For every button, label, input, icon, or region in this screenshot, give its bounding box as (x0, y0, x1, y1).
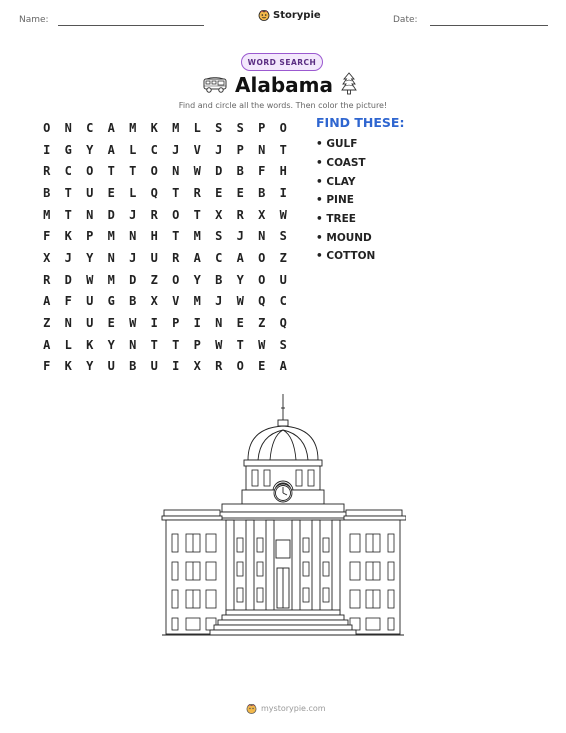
grid-cell[interactable]: K (86, 337, 94, 352)
grid-cell[interactable]: N (258, 142, 266, 157)
grid-cell[interactable]: W (86, 272, 94, 287)
word-item-coast: • COAST (316, 157, 366, 170)
grid-cell[interactable]: K (150, 120, 158, 135)
grid-cell[interactable]: J (64, 250, 72, 265)
grid-cell[interactable]: K (64, 229, 72, 244)
grid-cell[interactable]: R (193, 185, 201, 200)
footer-url[interactable]: mystorypie.com (261, 704, 326, 713)
grid-cell[interactable]: F (43, 359, 51, 374)
grid-cell[interactable]: I (150, 316, 158, 331)
grid-cell[interactable]: W (215, 337, 223, 352)
grid-cell[interactable]: E (236, 185, 244, 200)
grid-row (36, 356, 294, 378)
grid-cell[interactable]: O (236, 359, 244, 374)
grid-cell[interactable]: H (150, 229, 158, 244)
grid-cell[interactable]: N (129, 337, 137, 352)
name-line[interactable] (58, 25, 204, 26)
grid-cell[interactable]: T (193, 207, 201, 222)
brand-name: Storypie (273, 9, 321, 21)
grid-cell[interactable]: W (279, 207, 287, 222)
grid-cell[interactable]: T (172, 185, 180, 200)
grid-cell[interactable]: S (215, 229, 223, 244)
grid-cell[interactable]: S (279, 337, 287, 352)
grid-cell[interactable]: R (172, 250, 180, 265)
grid-cell[interactable]: X (215, 207, 223, 222)
word-search-badge: WORD SEARCH (241, 53, 323, 71)
grid-cell[interactable]: L (64, 337, 72, 352)
grid-cell[interactable]: W (236, 294, 244, 309)
grid-cell[interactable]: Y (236, 272, 244, 287)
grid-cell[interactable]: P (258, 120, 266, 135)
date-label: Date: (393, 15, 418, 25)
grid-cell[interactable]: N (64, 120, 72, 135)
storypie-logo (258, 9, 321, 21)
grid-cell[interactable]: W (129, 316, 137, 331)
grid-cell[interactable]: C (279, 294, 287, 309)
grid-cell[interactable]: U (150, 250, 158, 265)
grid-cell[interactable]: Y (86, 250, 94, 265)
grid-cell[interactable]: Y (107, 337, 115, 352)
grid-row (36, 334, 294, 356)
grid-row (36, 160, 294, 182)
grid-row (36, 312, 294, 334)
grid-cell[interactable]: T (172, 337, 180, 352)
grid-cell[interactable]: S (236, 120, 244, 135)
storypie-mascot-icon (246, 703, 257, 714)
grid-cell[interactable]: A (43, 337, 51, 352)
letter-grid[interactable] (36, 117, 294, 377)
grid-cell[interactable]: M (129, 120, 137, 135)
grid-cell[interactable]: J (215, 142, 223, 157)
grid-cell[interactable]: N (86, 207, 94, 222)
grid-cell[interactable]: V (193, 142, 201, 157)
grid-cell[interactable]: I (279, 185, 287, 200)
grid-cell[interactable]: P (236, 142, 244, 157)
grid-cell[interactable]: A (193, 250, 201, 265)
grid-cell[interactable]: H (279, 164, 287, 179)
grid-cell[interactable]: B (129, 294, 137, 309)
grid-cell[interactable]: C (64, 164, 72, 179)
grid-cell[interactable]: B (236, 164, 244, 179)
grid-cell[interactable]: R (150, 207, 158, 222)
grid-cell[interactable]: F (258, 164, 266, 179)
grid-cell[interactable]: J (172, 142, 180, 157)
grid-cell[interactable]: J (236, 229, 244, 244)
grid-cell[interactable]: U (279, 272, 287, 287)
grid-cell[interactable]: N (129, 229, 137, 244)
grid-cell[interactable]: G (64, 142, 72, 157)
grid-row (36, 225, 294, 247)
grid-cell[interactable]: U (86, 185, 94, 200)
grid-cell[interactable]: Y (86, 142, 94, 157)
pine-tree-icon (341, 72, 357, 96)
grid-cell[interactable]: R (43, 272, 51, 287)
grid-cell[interactable]: I (193, 316, 201, 331)
grid-cell[interactable]: L (129, 142, 137, 157)
grid-cell[interactable]: P (86, 229, 94, 244)
grid-row (36, 291, 294, 313)
grid-cell[interactable]: Q (150, 185, 158, 200)
grid-cell[interactable]: D (107, 207, 115, 222)
grid-cell[interactable]: T (129, 164, 137, 179)
grid-cell[interactable]: E (107, 316, 115, 331)
grid-cell[interactable]: J (129, 250, 137, 265)
grid-row (36, 139, 294, 161)
word-list (316, 135, 375, 266)
grid-cell[interactable]: Z (258, 316, 266, 331)
grid-row (36, 247, 294, 269)
grid-cell[interactable]: B (215, 272, 223, 287)
grid-cell[interactable]: R (236, 207, 244, 222)
grid-cell[interactable]: Z (43, 316, 51, 331)
word-item-cotton: • COTTON (316, 250, 376, 263)
grid-cell[interactable]: A (236, 250, 244, 265)
grid-cell[interactable]: C (86, 120, 94, 135)
grid-cell[interactable]: D (129, 272, 137, 287)
grid-cell[interactable]: O (43, 120, 51, 135)
grid-row (36, 117, 294, 139)
grid-cell[interactable]: Y (193, 272, 201, 287)
word-item-pine: • PINE (316, 194, 354, 207)
grid-cell[interactable]: N (215, 316, 223, 331)
grid-cell[interactable]: A (279, 359, 287, 374)
grid-cell[interactable]: N (107, 250, 115, 265)
grid-cell[interactable]: T (236, 337, 244, 352)
grid-cell[interactable]: T (64, 207, 72, 222)
grid-cell[interactable]: V (172, 294, 180, 309)
footer (246, 703, 326, 714)
grid-cell[interactable]: J (129, 207, 137, 222)
grid-cell[interactable]: L (193, 120, 201, 135)
grid-cell[interactable]: T (172, 229, 180, 244)
grid-cell[interactable]: A (107, 142, 115, 157)
grid-cell[interactable]: I (172, 359, 180, 374)
grid-cell[interactable]: B (129, 359, 137, 374)
grid-cell[interactable]: P (193, 337, 201, 352)
storypie-mascot-icon (258, 9, 270, 21)
grid-cell[interactable]: M (43, 207, 51, 222)
grid-row (36, 182, 294, 204)
grid-cell[interactable]: I (43, 142, 51, 157)
grid-cell[interactable]: B (258, 185, 266, 200)
date-line[interactable] (430, 25, 548, 26)
grid-cell[interactable]: Z (279, 250, 287, 265)
grid-cell[interactable]: O (258, 272, 266, 287)
grid-cell[interactable]: B (43, 185, 51, 200)
grid-cell[interactable]: X (258, 207, 266, 222)
grid-cell[interactable]: O (258, 250, 266, 265)
grid-cell[interactable]: U (150, 359, 158, 374)
grid-cell[interactable]: E (236, 316, 244, 331)
grid-cell[interactable]: G (107, 294, 115, 309)
grid-cell[interactable]: C (150, 142, 158, 157)
grid-cell[interactable]: S (215, 120, 223, 135)
grid-cell[interactable]: O (172, 207, 180, 222)
grid-cell[interactable]: X (150, 294, 158, 309)
word-item-gulf: • GULF (316, 138, 358, 151)
grid-cell[interactable]: Y (86, 359, 94, 374)
grid-cell[interactable]: T (107, 164, 115, 179)
grid-cell[interactable]: F (43, 229, 51, 244)
instructions-text: Find and circle all the words. Then color the picture! (178, 101, 388, 110)
grid-cell[interactable]: F (64, 294, 72, 309)
grid-cell[interactable]: W (193, 164, 201, 179)
grid-cell[interactable]: Q (279, 316, 287, 331)
grid-cell[interactable]: E (215, 185, 223, 200)
grid-cell[interactable]: U (107, 359, 115, 374)
grid-cell[interactable]: N (64, 316, 72, 331)
grid-cell[interactable]: A (107, 120, 115, 135)
grid-cell[interactable]: R (215, 359, 223, 374)
grid-cell[interactable]: U (86, 316, 94, 331)
word-item-clay: • CLAY (316, 175, 356, 188)
grid-cell[interactable]: T (279, 142, 287, 157)
find-these-heading: FIND THESE: (316, 115, 405, 130)
grid-cell[interactable]: R (43, 164, 51, 179)
grid-cell[interactable]: O (172, 272, 180, 287)
grid-cell[interactable]: E (258, 359, 266, 374)
name-label: Name: (19, 15, 49, 25)
grid-cell[interactable]: E (107, 185, 115, 200)
grid-row (36, 269, 294, 291)
grid-cell[interactable]: X (193, 359, 201, 374)
grid-cell[interactable]: W (258, 337, 266, 352)
camper-van-icon (203, 76, 229, 94)
grid-cell[interactable]: S (279, 229, 287, 244)
grid-cell[interactable]: Z (150, 272, 158, 287)
grid-cell[interactable]: A (43, 294, 51, 309)
page-title: Alabama (235, 73, 333, 97)
grid-row (36, 204, 294, 226)
capitol-building-illustration (160, 390, 406, 640)
grid-cell[interactable]: M (193, 229, 201, 244)
grid-cell[interactable]: M (193, 294, 201, 309)
grid-cell[interactable]: P (172, 316, 180, 331)
grid-cell[interactable]: L (129, 185, 137, 200)
grid-cell[interactable]: M (107, 229, 115, 244)
grid-cell[interactable]: U (86, 294, 94, 309)
grid-cell[interactable]: O (279, 120, 287, 135)
grid-cell[interactable]: O (150, 164, 158, 179)
grid-cell[interactable]: M (107, 272, 115, 287)
word-item-mound: • MOUND (316, 231, 372, 244)
grid-cell[interactable]: J (215, 294, 223, 309)
grid-cell[interactable]: D (215, 164, 223, 179)
grid-cell[interactable]: T (64, 185, 72, 200)
grid-cell[interactable]: M (172, 120, 180, 135)
grid-cell[interactable]: X (43, 250, 51, 265)
grid-cell[interactable]: N (172, 164, 180, 179)
grid-cell[interactable]: D (64, 272, 72, 287)
grid-cell[interactable]: N (258, 229, 266, 244)
grid-cell[interactable]: K (64, 359, 72, 374)
word-item-tree: • TREE (316, 213, 356, 226)
grid-cell[interactable]: T (150, 337, 158, 352)
grid-cell[interactable]: Q (258, 294, 266, 309)
grid-cell[interactable]: C (215, 250, 223, 265)
grid-cell[interactable]: O (86, 164, 94, 179)
